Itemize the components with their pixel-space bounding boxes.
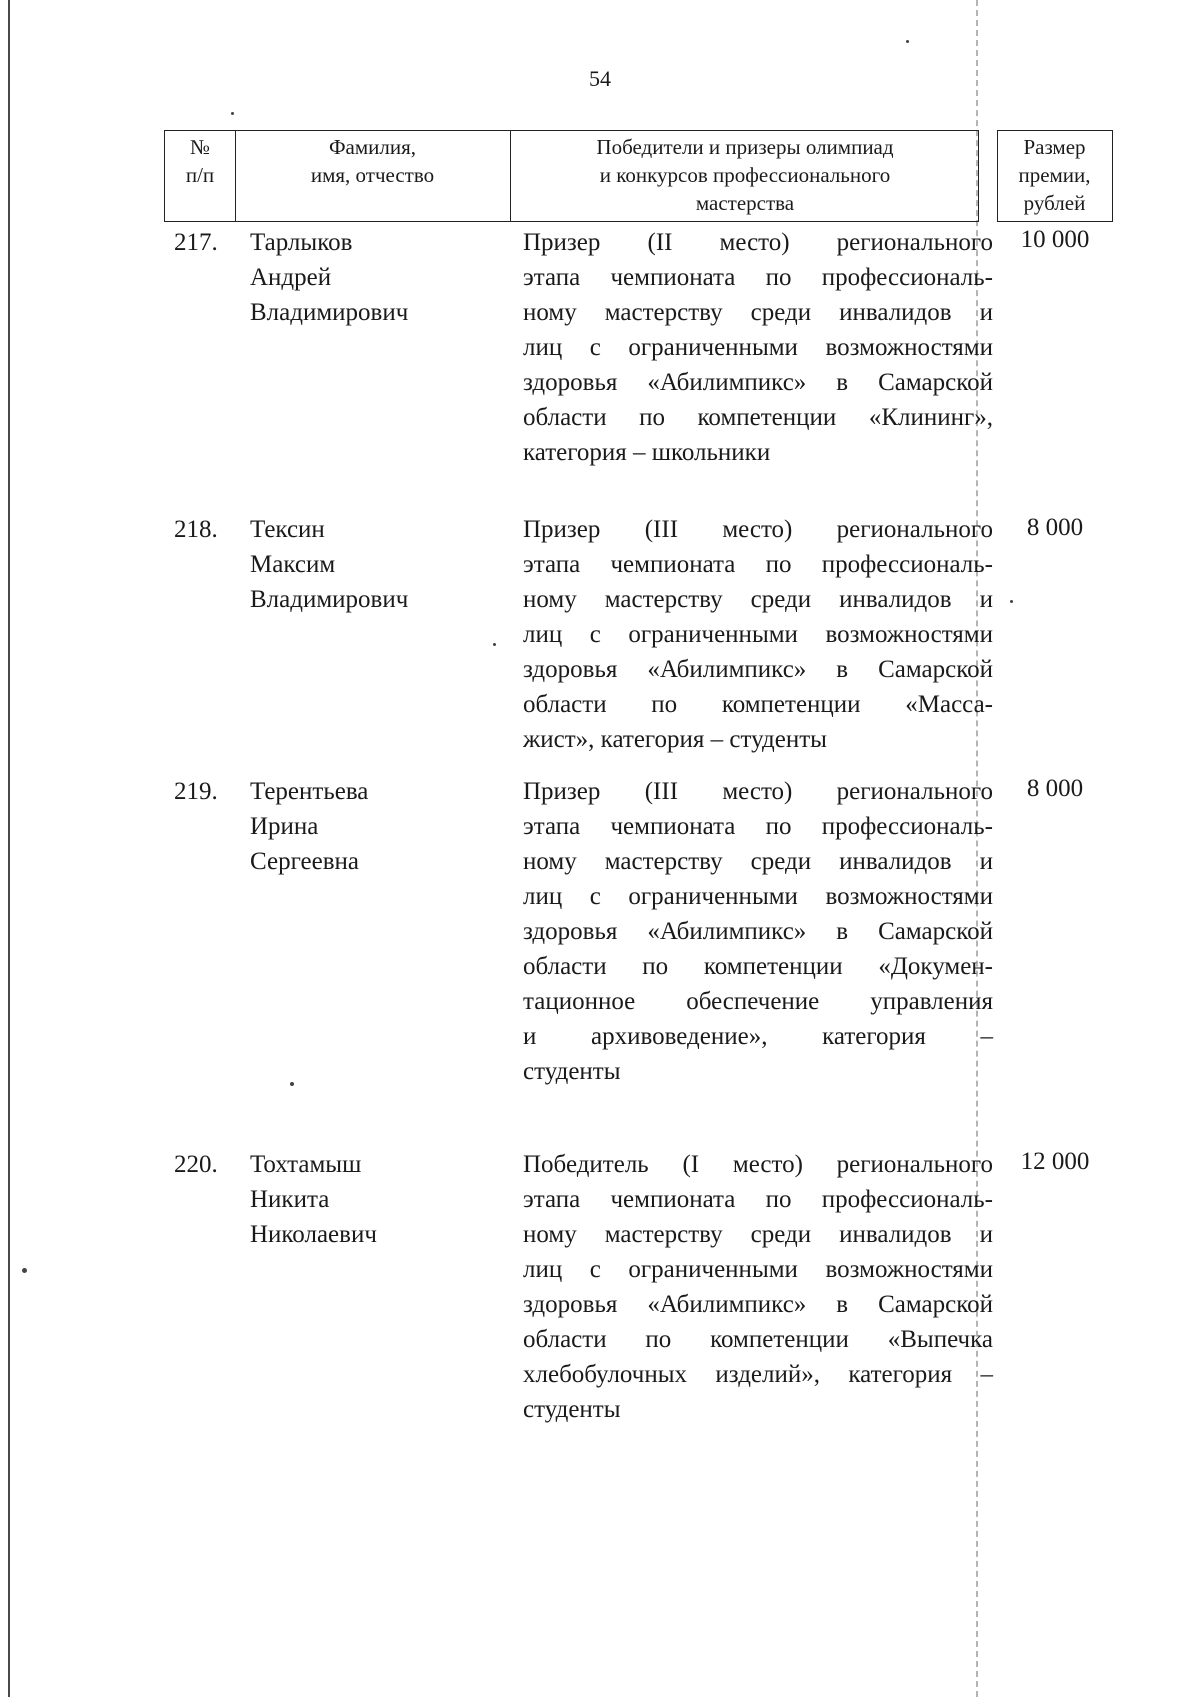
achievement-line: Победитель (I место) регионального: [523, 1151, 993, 1178]
row-number: 218.: [174, 516, 218, 543]
header-achievement-line: Победители и призеры олимпиад: [596, 135, 894, 159]
row-fullname: [250, 1147, 510, 1252]
achievement-line: ному мастерству среди инвалидов и: [523, 299, 993, 326]
scan-speck: [1010, 600, 1013, 603]
achievement-line: этапа чемпионата по профессиональ-: [523, 1186, 993, 1213]
row-achievement: [523, 774, 993, 1089]
achievement-line: этапа чемпионата по профессиональ-: [523, 551, 993, 578]
achievement-line: и архивоведение», категория –: [523, 1023, 993, 1050]
header-achievement-line: и конкурсов профессионального: [599, 163, 891, 187]
achievement-line: ному мастерству среди инвалидов и: [523, 848, 993, 875]
header-achievement: [510, 133, 980, 217]
scan-speck: [22, 1268, 27, 1273]
patronymic: Владимирович: [250, 586, 409, 613]
header-name-line: имя, отчество: [310, 163, 435, 187]
row-achievement: [523, 512, 993, 757]
achievement-line: здоровья «Абилимпикс» в Самарской: [523, 1291, 993, 1318]
achievement-line: этапа чемпионата по профессиональ-: [523, 813, 993, 840]
achievement-line: здоровья «Абилимпикс» в Самарской: [523, 656, 993, 683]
achievement-line: области по компетенции «Масса-: [523, 691, 993, 718]
surname: Тохтамыш: [250, 1151, 362, 1178]
surname: Тексин: [250, 516, 325, 543]
header-num-line: п/п: [185, 163, 215, 187]
header-name-line: Фамилия,: [328, 135, 417, 159]
achievement-line: ному мастерству среди инвалидов и: [523, 586, 993, 613]
row-number: 219.: [174, 778, 218, 805]
row-prize-amount: 8 000: [1026, 514, 1084, 541]
header-name: [235, 133, 510, 189]
header-num: [165, 133, 235, 189]
achievement-line: здоровья «Абилимпикс» в Самарской: [523, 369, 993, 396]
first-name: Ирина: [250, 813, 319, 840]
row-prize-amount: 10 000: [1020, 226, 1090, 253]
scan-speck: [231, 112, 234, 115]
achievement-line: ному мастерству среди инвалидов и: [523, 1221, 993, 1248]
surname: Тарлыков: [250, 229, 353, 256]
achievement-line: Призер (III место) регионального: [523, 516, 993, 543]
header-prize-line: Размер: [1023, 135, 1086, 159]
header-num-line: №: [189, 135, 211, 159]
header-prize: [998, 133, 1111, 217]
achievement-line: лиц с ограниченными возможностями: [523, 1256, 993, 1283]
patronymic: Сергеевна: [250, 848, 359, 875]
achievement-line: лиц с ограниченными возможностями: [523, 334, 993, 361]
achievement-line: тационное обеспечение управления: [523, 988, 993, 1015]
header-prize-line: премии,: [1018, 163, 1091, 187]
page-number: 54: [589, 66, 611, 91]
scan-speck: [290, 1082, 294, 1086]
first-name: Максим: [250, 551, 336, 578]
scan-speck: [906, 40, 909, 43]
row-fullname: [250, 512, 510, 617]
patronymic: Владимирович: [250, 299, 409, 326]
header-prize-line: рублей: [1023, 191, 1086, 215]
scan-speck: [493, 643, 496, 646]
table-header-prize: [997, 130, 1113, 222]
achievement-line: этапа чемпионата по профессиональ-: [523, 264, 993, 291]
achievement-line: здоровья «Абилимпикс» в Самарской: [523, 918, 993, 945]
achievement-line: хлебобулочных изделий», категория –: [523, 1361, 993, 1388]
first-name: Андрей: [250, 264, 332, 291]
achievement-line: жист», категория – студенты: [523, 726, 827, 753]
patronymic: Николаевич: [250, 1221, 377, 1248]
surname: Терентьева: [250, 778, 369, 805]
scan-left-edge-line: [8, 0, 10, 1697]
table-header: [164, 130, 979, 222]
achievement-line: лиц с ограниченными возможностями: [523, 883, 993, 910]
row-number: 217.: [174, 229, 218, 256]
row-achievement: [523, 1147, 993, 1427]
achievement-line: области по компетенции «Выпечка: [523, 1326, 993, 1353]
row-fullname: [250, 774, 510, 879]
header-achievement-line: мастерства: [695, 191, 795, 215]
first-name: Никита: [250, 1186, 330, 1213]
achievement-line: лиц с ограниченными возможностями: [523, 621, 993, 648]
achievement-line: Призер (III место) регионального: [523, 778, 993, 805]
row-prize-amount: 12 000: [1020, 1148, 1090, 1175]
achievement-line: области по компетенции «Клининг»,: [523, 404, 993, 431]
achievement-line: студенты: [523, 1396, 621, 1423]
achievement-line: области по компетенции «Докумен-: [523, 953, 993, 980]
row-number: 220.: [174, 1151, 218, 1178]
row-fullname: [250, 225, 510, 330]
row-achievement: [523, 225, 993, 470]
achievement-line: Призер (II место) регионального: [523, 229, 993, 256]
achievement-line: категория – школьники: [523, 439, 771, 466]
achievement-line: студенты: [523, 1058, 621, 1085]
row-prize-amount: 8 000: [1026, 775, 1084, 802]
